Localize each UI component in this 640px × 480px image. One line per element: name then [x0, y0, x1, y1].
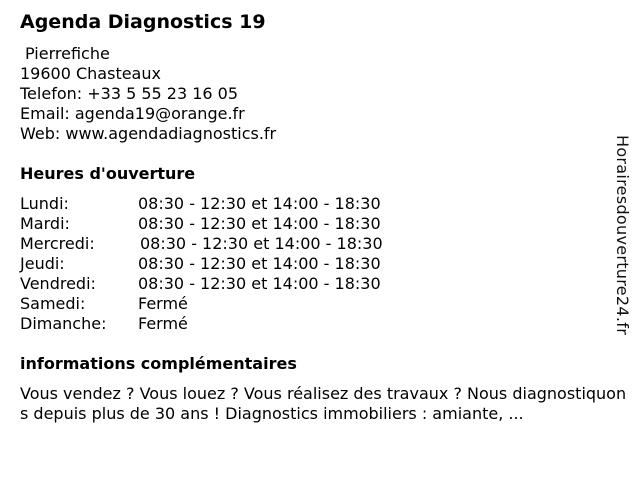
hours-row-thursday: [20, 254, 440, 274]
time-value: Fermé: [138, 314, 188, 333]
time-value: 08:30 - 12:30 et 14:00 - 18:30: [138, 274, 381, 293]
time-value: 08:30 - 12:30 et 14:00 - 18:30: [138, 214, 381, 233]
address-street: Pierrefiche: [25, 44, 110, 63]
info-heading: informations complémentaires: [20, 354, 297, 373]
day-label: Jeudi:: [20, 254, 65, 273]
contact-block: [20, 44, 276, 144]
watermark-text: Horairesdouverture24.fr: [613, 135, 632, 336]
hours-row-tuesday: [20, 214, 440, 234]
email-line: Email: agenda19@orange.fr: [20, 104, 245, 123]
opening-hours-table: [20, 194, 440, 334]
hours-row-monday: [20, 194, 440, 214]
address-city: 19600 Chasteaux: [20, 64, 161, 83]
time-value: 08:30 - 12:30 et 14:00 - 18:30: [140, 234, 383, 253]
info-description: Vous vendez ? Vous louez ? Vous réalisez des travaux ? Nous diagnostiquons depuis plus de 30 ans ! Diagnostics immobiliers : amiante, ...: [20, 384, 627, 423]
time-value: 08:30 - 12:30 et 14:00 - 18:30: [138, 194, 381, 213]
day-label: Samedi:: [20, 294, 86, 313]
business-name: Agenda Diagnostics 19: [20, 11, 266, 33]
time-value: Fermé: [138, 294, 188, 313]
hours-row-sunday: [20, 314, 440, 334]
day-label: Lundi:: [20, 194, 69, 213]
hours-row-wednesday: [20, 234, 440, 254]
hours-row-friday: [20, 274, 440, 294]
hours-row-saturday: [20, 294, 440, 314]
time-value: 08:30 - 12:30 et 14:00 - 18:30: [138, 254, 381, 273]
phone-line: Telefon: +33 5 55 23 16 05: [20, 84, 239, 103]
day-label: Mardi:: [20, 214, 70, 233]
day-label: Dimanche:: [20, 314, 107, 333]
web-line: Web: www.agendadiagnostics.fr: [20, 124, 277, 143]
day-label: Vendredi:: [20, 274, 96, 293]
day-label: Mercredi:: [20, 234, 95, 253]
hours-heading: Heures d'ouverture: [20, 164, 196, 183]
